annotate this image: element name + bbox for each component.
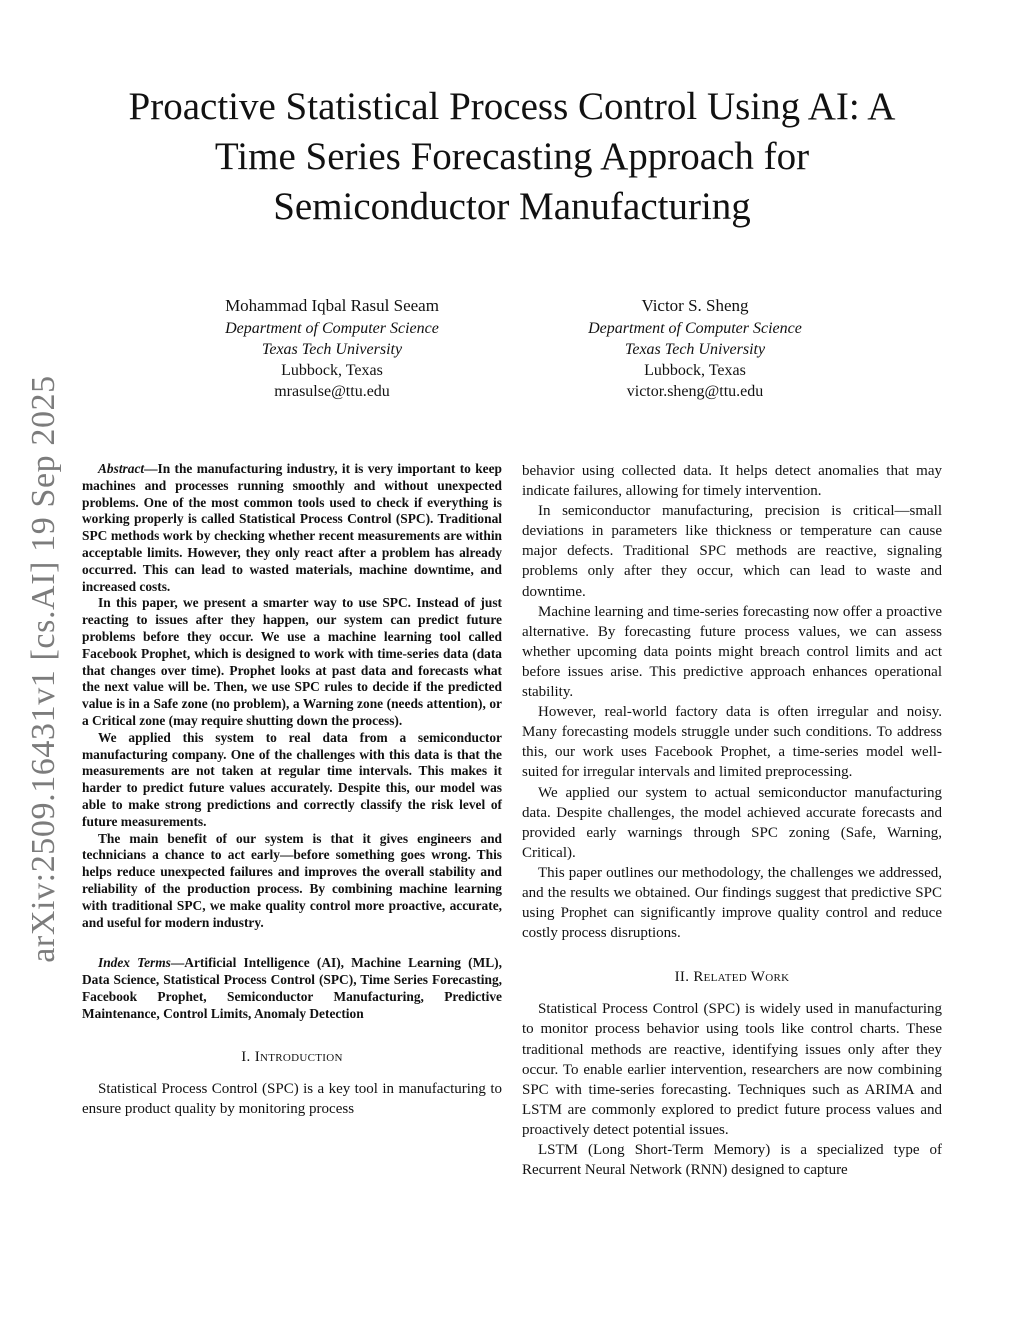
abstract-paragraph: We applied this system to real data from a semiconductor manufacturing company. One of the challenges with this data is that the measurements are not taken at regular time intervals. This makes it harder to predict future values accurately. Despite this, our model was able to make strong predictions and correctly classify the risk level of future measurements. (82, 729, 502, 829)
author-name: Victor S. Sheng (641, 296, 749, 315)
abstract (82, 461, 502, 931)
author-block-2 (505, 294, 885, 402)
section-number: I. (241, 1048, 251, 1065)
section-heading-introduction (82, 1047, 502, 1067)
body-paragraph: Machine learning and time-series forecasting now offer a proactive alternative. By forecasting future process values, we can assess whether upcoming data points might breach control limits and act before issues arise. This predictive approach enhances operational stability. (522, 603, 942, 701)
author-university: Texas Tech University (261, 341, 403, 358)
right-column (522, 461, 942, 1180)
author-email: victor.sheng@ttu.edu (626, 383, 764, 400)
arxiv-sidebar-stamp (0, 0, 60, 1325)
body-paragraph: Statistical Process Control (SPC) is a key tool in manufacturing to ensure product quality by monitoring process (82, 1080, 502, 1117)
body-paragraph: behavior using collected data. It helps detect anomalies that may indicate failures, allowing for timely intervention. (522, 463, 942, 500)
body-paragraph: We applied our system to actual semiconductor manufacturing data. Despite challenges, the model achieved accurate forecasts and provided early warnings through SPC zoning (Safe, Warning, Critical). (522, 784, 942, 861)
arxiv-identifier: arXiv:2509.16431v1 [cs.AI] 19 Sep 2025 (25, 375, 62, 963)
section-title: Related Work (693, 969, 790, 986)
body-paragraph: Statistical Process Control (SPC) is widely used in manufacturing to monitor process behavior using tools like control charts. These traditional methods are reactive, identifying issues only after they occur. To enable earlier intervention, researchers are now combining SPC with time-series forecasting. Techniques such as ARIMA and LSTM are commonly explored to predict future process values and proactively detect potential issues. (522, 1001, 942, 1138)
body-paragraph: However, real-world factory data is often irregular and noisy. Many forecasting models struggle under such conditions. To address this, our work uses Facebook Prophet, a time-series model well-suited for irregular intervals and limited preprocessing. (522, 704, 942, 781)
section-number: II. (674, 969, 690, 986)
index-terms (82, 955, 502, 1022)
body-paragraph: This paper outlines our methodology, the challenges we addressed, and the results we obtained. Our findings suggest that predictive SPC using Prophet can significantly improve quality control and reduce costly process disruptions. (522, 864, 942, 942)
author-university: Texas Tech University (624, 341, 766, 358)
title-line: Proactive Statistical Process Control Using AI: A (128, 85, 896, 128)
section-title: Introduction (254, 1048, 343, 1065)
paper-title (82, 82, 942, 232)
abstract-paragraph: The main benefit of our system is that it gives engineers and technicians a chance to act early—before something goes wrong. This helps reduce unexpected failures and improves the overall stability and reliability of the production process. By combining machine learning with traditional SPC, we make quality control more proactive, accurate, and useful for modern industry. (82, 830, 502, 930)
title-line: Time Series Forecasting Approach for (214, 135, 810, 178)
body-paragraph: LSTM (Long Short-Term Memory) is a specialized type of Recurrent Neural Network (RNN) designed to capture (522, 1142, 942, 1179)
section-heading-related-work (522, 967, 942, 987)
author-email: mrasulse@ttu.edu (274, 383, 390, 400)
author-city: Lubbock, Texas (281, 362, 383, 379)
author-department: Department of Computer Science (588, 320, 802, 337)
abstract-paragraph: In this paper, we present a smarter way to use SPC. Instead of just reacting to issues after they happen, our system can predict future problems before they occur. We use a machine learning tool called Facebook Prophet, which is designed to work with time-series data (data that changes over time). Prophet looks at past data and forecasts what the next value will be. Then, we use SPC rules to decide if the predicted value is in a Safe zone (no problem), a Warning zone (needs attention), or a Critical zone (may require shutting down the process). (82, 595, 502, 728)
index-terms-label: Index Terms (98, 955, 171, 971)
author-city: Lubbock, Texas (644, 362, 746, 379)
author-name: Mohammad Iqbal Rasul Seeam (225, 296, 439, 315)
author-block-1 (142, 294, 522, 402)
abstract-label: Abstract (98, 461, 145, 476)
author-department: Department of Computer Science (225, 320, 439, 337)
title-line: Semiconductor Manufacturing (273, 185, 751, 228)
abstract-paragraph: Abstract—In the manufacturing industry, it is very important to keep machines and processes running smoothly and without unexpected problems. One of the most common tools used to check if everything is working properly is called Statistical Process Control (SPC). Traditional SPC methods work by checking whether recent measurements are within acceptable limits. However, they only react after a problem has already occurred. This can lead to wasted materials, machine downtime, and increased costs. (82, 461, 502, 594)
left-column (82, 461, 502, 1119)
index-terms-paragraph: Index Terms—Artificial Intelligence (AI), Machine Learning (ML), Data Science, Statistical Process Control (SPC), Time Series Forecasting, Facebook Prophet, Semiconductor Manufacturing, Predictive Maintenance, Control Limits, Anomaly Detection (82, 955, 502, 1021)
body-paragraph: In semiconductor manufacturing, precision is critical—small deviations in parameters like thickness or temperature can cause major defects. Traditional SPC methods are reactive, signaling problems only after they occur, which can lead to waste and downtime. (522, 503, 942, 600)
